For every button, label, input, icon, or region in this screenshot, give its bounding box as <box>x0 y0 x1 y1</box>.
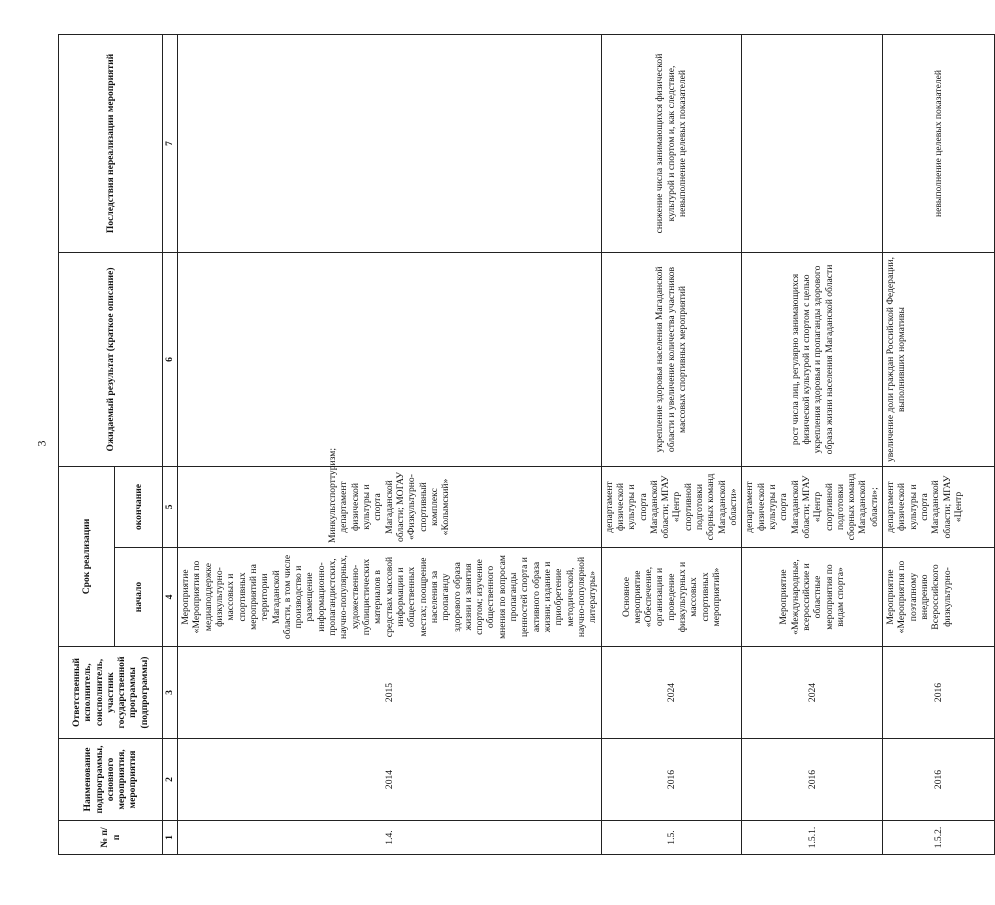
table-row <box>883 34 995 854</box>
header-period: Срок реализации <box>59 466 115 646</box>
header-executor: Ответственный исполнитель, соисполнитель, участник государственной программы (подпрограммы) <box>59 647 163 739</box>
table-row <box>742 34 883 854</box>
row-end: 2015 <box>178 647 602 739</box>
row-result: укрепление здоровья населения Магаданской области и увеличение количества участников массовых спортивных мероприятий <box>601 252 742 466</box>
header-num: № п/п <box>59 821 163 855</box>
row-executor: Минкультспорттуризм; департамент физической культуры и спорта Магаданской области; МОГАУ «Физкультурно-спортивный комплекс «Колымский» <box>178 466 602 547</box>
row-consequence <box>178 34 602 252</box>
column-number: 6 <box>163 252 178 466</box>
column-number: 7 <box>163 34 178 252</box>
header-start: начало <box>115 548 163 647</box>
row-name: Основное мероприятие «Обеспечение, организация и проведение физкультурных и массовых спортивных мероприятий» <box>601 548 742 647</box>
row-result <box>178 252 602 466</box>
column-number: 3 <box>163 647 178 739</box>
row-name: Мероприятие «Международные, всероссийские и областные мероприятия по видам спорта» <box>742 548 883 647</box>
column-number: 5 <box>163 466 178 547</box>
row-start: 2016 <box>601 739 742 821</box>
header-row-1 <box>59 34 115 854</box>
row-executor: департамент физической культуры и спорта Магаданской области; МГАУ «Центр спортивной подготовки сборных команд Магаданской области»; <box>742 466 883 547</box>
row-num: 1.4. <box>178 821 602 855</box>
header-end: окончание <box>115 466 163 547</box>
row-end: 2024 <box>601 647 742 739</box>
row-result: увеличение доли граждан Российской Федерации, выполнивших нормативы <box>883 252 995 466</box>
header-name: Наименование подпрограммы, основного мероприятия, мероприятия <box>59 739 163 821</box>
page-number: 3 <box>34 440 49 447</box>
table-row <box>178 34 602 854</box>
row-num: 1.5.1. <box>742 821 883 855</box>
row-result: рост числа лиц, регулярно занимающихся физической культурой и спортом с целью укрепления здоровья и пропаганды здорового образа жизни населения Магаданской области <box>742 252 883 466</box>
row-end: 2016 <box>883 647 995 739</box>
row-start: 2016 <box>742 739 883 821</box>
row-num: 1.5. <box>601 821 742 855</box>
program-measures-table <box>58 34 995 855</box>
header-result: Ожидаемый результат (краткое описание) <box>59 252 163 466</box>
column-number: 2 <box>163 739 178 821</box>
row-name: Мероприятие «Мероприятия по медиаподдержке физкультурно-массовых и спортивных мероприятий на территории Магаданской области, в том числе производство и размещение информационно-пропагандистских, научно-популярных, художественно-публицистических материалов в средствах массовой информации и общественных местах; поощрение населения за пропаганду здорового образа жизни и занятия спортом; изучение общественного мнения по вопросам пропаганды ценностей спорта и активного образа жизни; издание и приобретение методической, научно-популярной литературы» <box>178 548 602 647</box>
row-consequence: невыполнение целевых показателей <box>883 34 995 252</box>
row-num: 1.5.2. <box>883 821 995 855</box>
row-executor: департамент физической культуры и спорта Магаданской области; МГАУ «Центр спортивной подготовки сборных команд Магаданской области» <box>601 466 742 547</box>
row-start: 2016 <box>883 739 995 821</box>
column-number: 1 <box>163 821 178 855</box>
column-numbers-row <box>163 34 178 854</box>
column-number: 4 <box>163 548 178 647</box>
row-start: 2014 <box>178 739 602 821</box>
row-consequence: снижение числа занимающихся физической культурой и спортом и, как следствие, невыполнение целевых показателей <box>601 34 742 252</box>
rotated-table-container <box>58 35 964 855</box>
table-row <box>601 34 742 854</box>
row-executor: департамент физической культуры и спорта Магаданской области; МГАУ «Центр <box>883 466 995 547</box>
row-end: 2024 <box>742 647 883 739</box>
row-name: Мероприятие «Мероприятия по поэтапному внедрению Всероссийского физкультурно- <box>883 548 995 647</box>
header-consequence: Последствия нереализации мероприятий <box>59 34 163 252</box>
row-consequence <box>742 34 883 252</box>
